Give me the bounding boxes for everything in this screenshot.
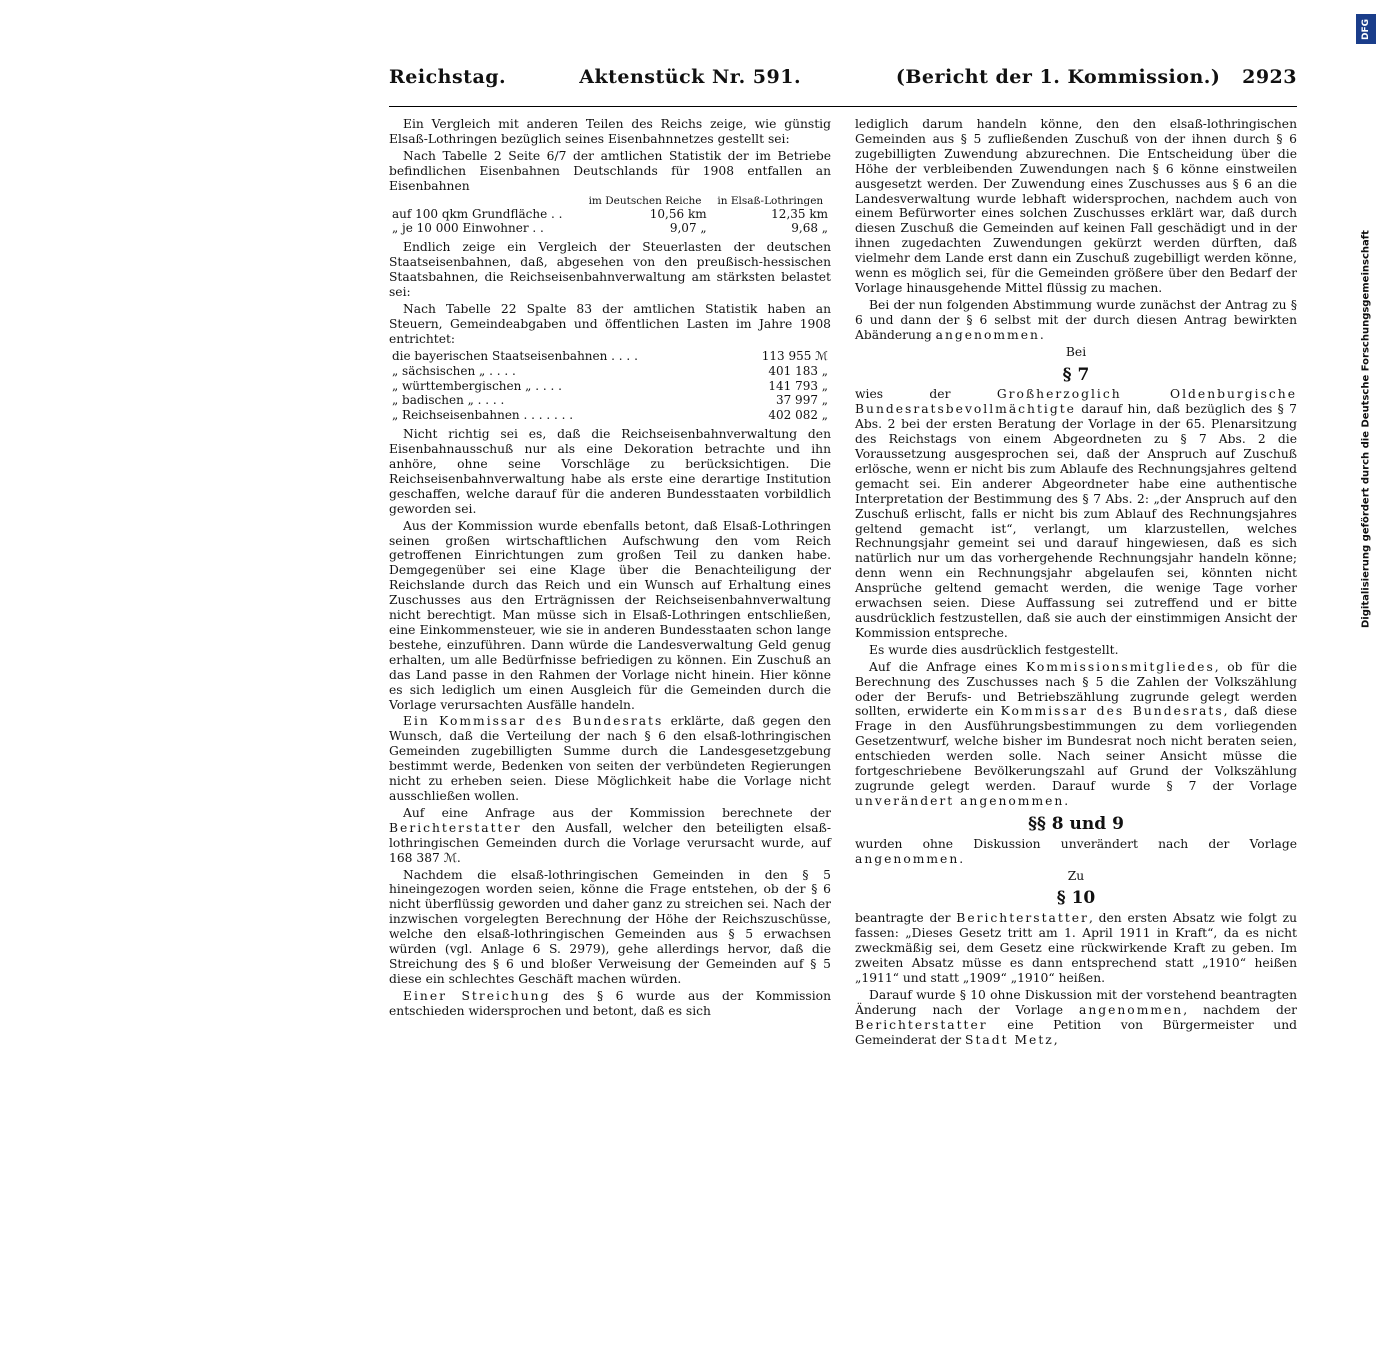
paragraph: Nicht richtig sei es, daß die Reichseisenbahnverwaltung den Eisenbahnausschuß nur als eine Dekoration betrachte und ihn anhöre, ohne seine Vorschläge zu berücksichtigen. Die Reichseisenbahnverwaltung habe als erste eine derartige Institution geschaffen, welche darauf für die anderen Bundesstaaten vorbildlich geworden sei.	[389, 427, 831, 516]
spaced-text: Berichterstatter	[956, 911, 1089, 926]
table-cell: 113 955 ℳ	[761, 348, 828, 363]
header-center: Aktenstück Nr. 591.	[579, 66, 802, 88]
table-cell: die bayerischen Staatseisenbahnen . . . .	[392, 348, 638, 363]
section-heading: § 10	[1056, 888, 1096, 909]
text: ,	[1053, 1032, 1058, 1047]
spaced-text: Kommissionsmitgliedes	[1026, 659, 1215, 674]
text: , ob für die Berechnung des Zuschusses nach § 5 die Zahlen der Volkszählung oder der Berufs- und Betriebszählung zugrunde gelegt werden sollten, erwiderte ein	[855, 659, 1298, 719]
table-cell: 9,68 „	[791, 221, 828, 236]
left-column	[389, 117, 831, 1018]
section-heading: § 7	[1062, 364, 1090, 385]
table-cell: „ württembergischen „ . . . .	[392, 378, 562, 393]
paragraph	[389, 989, 831, 1019]
text: , daß diese Frage in den Ausführungsbestimmungen zu dem vorliegenden Gesetzentwurf, welche bisher im Bundesrat noch nicht beraten seien, entschieden werden solle. Nach seiner Ansicht müsse die fortgeschriebene Bevölkerungszahl auf Grund der Volkszählung zugrunde gelegt werden. Darauf wurde § 7 der Vorlage	[855, 704, 1297, 793]
text: beantragte der	[855, 911, 957, 926]
digitization-sidebar	[1353, 8, 1379, 992]
header-left: Reichstag.	[389, 66, 507, 88]
table-cell: 10,56 km	[649, 206, 707, 221]
text: wies der	[855, 387, 997, 402]
paragraph	[855, 298, 1297, 343]
table-cell: 401 183 „	[768, 363, 828, 378]
paragraph: Nach Tabelle 2 Seite 6/7 der amtlichen Statistik der im Betriebe befindlichen Eisenbahnen Deutschlands für 1908 entfallen an Eisenbahnen	[389, 148, 831, 193]
spaced-text: Großherzoglich Oldenburgische Bundesratsbevollmächtigte	[855, 387, 1297, 417]
text: , nachdem der	[1183, 1002, 1297, 1017]
table-cell: 37 997 „	[775, 393, 828, 408]
text: Darauf wurde § 10 ohne Diskussion mit der vorstehend beantragten Änderung nach der Vorlage	[855, 987, 1297, 1017]
table-cell: 141 793 „	[768, 378, 828, 393]
table-cell: 9,07 „	[669, 221, 707, 236]
table-cell: „ sächsischen „ . . . .	[392, 363, 516, 378]
table-header: in Elsaß-Lothringen	[717, 194, 824, 207]
paragraph: Bei	[1065, 344, 1087, 359]
text: , den ersten Absatz wie folgt zu fassen: „Dieses Gesetz tritt am 1. April 1911 in Kraft“, da es nicht zweckmäßig sei, dem Gesetz eine rückwirkende Kraft zu geben. Im zweiten Absatz müsse es dann entsprechend statt „1910“ heißen „1911“ und statt „1909“ „1910“ heißen.	[855, 911, 1297, 985]
paragraph: Nach Tabelle 22 Spalte 83 der amtlichen Statistik haben an Steuern, Gemeindeabgaben und öffentlichen Lasten im Jahre 1908 entrichtet:	[389, 301, 831, 346]
railway-density-table	[389, 196, 831, 237]
page-number: 2923	[1242, 66, 1297, 88]
running-header	[389, 66, 1297, 107]
paragraph: Ein Vergleich mit anderen Teilen des Reichs zeige, wie günstig Elsaß-Lothringen bezüglich seines Eisenbahnnetzes gestellt sei:	[389, 117, 831, 146]
table-cell: 12,35 km	[771, 206, 828, 221]
paragraph: Endlich zeige ein Vergleich der Steuerlasten der deutschen Staatseisenbahnen, daß, abgesehen von den preußisch-hessischen Staatsbahnen, die Reichseisenbahnverwaltung am stärksten belastet sei:	[389, 240, 831, 300]
dfg-logo: DFG	[1356, 14, 1376, 44]
header-center2: (Bericht der 1. Kommission.)	[895, 66, 1221, 88]
paragraph	[389, 806, 831, 866]
scanned-page	[53, 0, 1351, 1047]
paragraph	[855, 387, 1297, 640]
text: darauf hin, daß bezüglich des § 7 Abs. 2 bei der ersten Beratung der Vorlage in der 65. Plenarsitzung des Reichstags von einem Abgeordneten zu § 7 Abs. 2 die Voraussetzung ausgesprochen sei, daß der Anspruch auf Zuschuß erlösche, wenn er nicht bis zum Ablaufe des Rechnungsjahres geltend gemacht sei. Ein anderer Abgeordneter habe eine authentische Interpretation der Bestimmung des § 7 Abs. 2: „der Anspruch auf den Zuschuß erlischt, falls er nicht bis zum Ablauf des Rechnungsjahres geltend gemacht ist“, verlangt, um klarzustellen, welches Rechnungsjahr gemeint sei und darauf hingewiesen, daß es sich natürlich nur um das vorhergehende Rechnungsjahr handeln könne; denn wenn ein Rechnungsjahr abgelaufen sei, könnten nicht Ansprüche geltend gemacht werden, die wenige Tage vorher erwachsen seien. Diese Auffassung sei zutreffend und er bitte ausdrücklich festzustellen, daß sie auch der einstimmigen Ansicht der Kommission entspreche.	[855, 402, 1297, 640]
paragraph	[855, 660, 1297, 809]
spaced-text: Stadt Metz	[965, 1032, 1054, 1047]
spaced-text: Kommissar des Bundesrats	[1000, 704, 1224, 719]
tax-burden-table	[389, 349, 831, 424]
paragraph: Nachdem die elsaß-lothringischen Gemeinden in den § 5 hineingezogen worden seien, könne die Frage entstehen, ob der § 6 nicht überflüssig geworden und daher ganz zu streichen sei. Nach der inzwischen vorgelegten Berechnung der Höhe der Reichszuschüsse, welche den elsaß-lothringischen Gemeinden aus § 5 erwachsen würden (vgl. Anlage 6 S. 2979), gehe allerdings hervor, daß die Streichung des § 6 und bloßer Verweisung der Gemeinden auf § 5 diese ein schlechtes Geschäft machen würden.	[389, 867, 831, 986]
table-cell: „ badischen „ . . . .	[392, 393, 505, 408]
spaced-text: Berichterstatter	[855, 1017, 988, 1032]
table-row	[389, 408, 831, 423]
paragraph	[855, 988, 1297, 1048]
funding-credit: Digitalisierung gefördert durch die Deutsche Forschungsgemeinschaft	[1360, 230, 1372, 628]
text: Bei der nun folgenden Abstimmung wurde zunächst der Antrag zu § 6 und dann der § 6 selbst mit der durch diesen Antrag bewirkten Abänderung	[855, 297, 1297, 342]
table-row	[389, 221, 831, 236]
paragraph	[389, 714, 831, 803]
paragraph	[855, 911, 1297, 986]
spaced-text: angenommen.	[855, 851, 966, 866]
table-row	[389, 379, 831, 394]
table-row	[389, 207, 831, 222]
spaced-text: angenommen.	[935, 327, 1046, 342]
text: den Ausfall, welcher den beteiligten elsaß-lothringischen Gemeinden durch die Vorlage verursacht wurde, auf 168 387 ℳ.	[389, 820, 831, 865]
spaced-text: Ein Kommissar des Bundesrats	[403, 714, 664, 729]
table-row	[389, 393, 831, 408]
spaced-text: angenommen	[1078, 1002, 1184, 1017]
table-header: im Deutschen Reiche	[588, 194, 702, 207]
spaced-text: Einer Streichung	[403, 988, 551, 1003]
text: Auf die Anfrage eines	[869, 659, 1027, 674]
table-cell: 402 082 „	[768, 408, 828, 423]
table-cell: auf 100 qkm Grundfläche . .	[392, 206, 563, 221]
text: des § 6 wurde aus der Kommission entschieden widersprochen und betont, daß es sich	[389, 988, 831, 1018]
text: Auf eine Anfrage aus der Kommission berechnete der	[403, 805, 831, 820]
paragraph: Zu	[1067, 868, 1085, 883]
table-cell: „ je 10 000 Einwohner . .	[392, 221, 544, 236]
text: eine Petition von Bürgermeister und Gemeinderat der	[855, 1017, 1297, 1047]
text-columns	[389, 117, 1298, 1047]
table-cell: „ Reichseisenbahnen . . . . . . .	[392, 408, 574, 423]
paragraph: Es wurde dies ausdrücklich festgestellt.	[869, 642, 1119, 657]
text: wurden ohne Diskussion unverändert nach der Vorlage	[855, 836, 1297, 851]
paragraph	[855, 837, 1297, 867]
paragraph: Aus der Kommission wurde ebenfalls betont, daß Elsaß-Lothringen seinen großen wirtschaftlichen Aufschwung den vom Reich getroffenen Einrichtungen zum großen Teil zu danken habe. Demgegenüber sei eine Klage über die Benachteiligung der Reichslande durch das Reich und ein Wunsch auf Erhaltung eines Zuschusses aus den Erträgnissen der Reichseisenbahnverwaltung nicht berechtigt. Man müsse sich in Elsaß-Lothringen entschließen, eine Einkommensteuer, wie sie in anderen Bundesstaaten schon lange bestehe, einzuführen. Dann würde die Landesverwaltung Geld genug erhalten, um alle Bedürfnisse befriedigen zu können. Ein Zuschuß an das Land passe in den Rahmen der Vorlage nicht hinein. Hier könne es sich lediglich um einen Ausgleich für die Gemeinden durch die Vorlage verursachten Ausfälle handeln.	[389, 518, 831, 712]
section-heading: §§ 8 und 9	[1028, 813, 1124, 834]
right-column	[855, 117, 1298, 1047]
spaced-text: unverändert angenommen.	[855, 793, 1071, 808]
table-row	[389, 349, 831, 364]
spaced-text: Berichterstatter	[389, 820, 522, 835]
page-content	[379, 66, 1307, 1362]
table-row	[389, 364, 831, 379]
text: erklärte, daß gegen den Wunsch, daß die Verteilung der nach § 6 den elsaß-lothringischen Gemeinden zugebilligten Summe durch die Landesgesetzgebung bestimmt werde, Bedenken von seiten der verbündeten Regierungen nicht zu erheben seien. Diese Möglichkeit habe die Vorlage nicht ausschließen wollen.	[389, 714, 831, 803]
paragraph: lediglich darum handeln könne, den den elsaß-lothringischen Gemeinden aus § 5 zufließenden Zuschuß von der ihnen durch § 6 zugebilligten Zuwendung abzurechnen. Die Entscheidung über die Höhe der verbleibenden Zuwendungen nach § 6 könne einstweilen ausgesetzt werden. Der Zuwendung eines Zuschusses aus § 6 an die Landesverwaltung wurde lebhaft widersprochen, nachdem auch von einem Befürworter eines solchen Zuschusses erklärt war, daß durch diesen Zuschuß die Gemeinden auf keinen Fall geschädigt und in der ihnen zugedachten Zuwendungen gekürzt werden dürften, daß vielmehr dem Lande erst dann ein Zuschuß zugebilligt werden könne, wenn es möglich sei, für die Gemeinden größere über den Bedarf der Vorlage hinausgehende Mittel flüssig zu machen.	[855, 117, 1297, 295]
